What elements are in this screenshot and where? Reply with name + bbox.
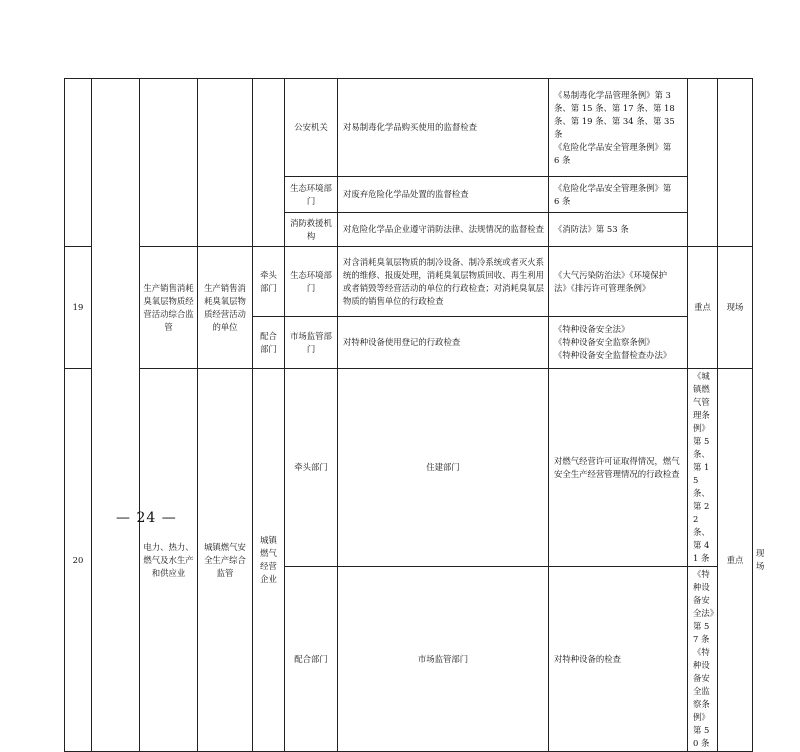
level-cell — [688, 79, 718, 247]
department-cell: 公安机关 — [285, 79, 338, 177]
item-cell: 城镇燃气安全生产综合监管 — [198, 369, 253, 752]
row-number — [65, 79, 92, 247]
row-number: 19 — [65, 247, 92, 369]
role-cell: 配合部门 — [253, 317, 285, 369]
table-row — [65, 79, 753, 177]
basis-cell: 《危险化学品安全管理条例》第 6 条 — [549, 177, 688, 213]
object-cell: 城镇燃气经营企业 — [253, 369, 285, 752]
content-cell: 对含消耗臭氧层物质的制冷设备、制冷系统或者灭火系统的维修、报废处理，消耗臭氧层物质回收、再生利用或者销毁等经营活动的单位的行政检查；对消耗臭氧层物质的销售单位的行政检查 — [338, 247, 549, 317]
department-cell: 市场监管部门 — [338, 567, 549, 752]
department-cell: 住建部门 — [338, 369, 549, 567]
basis-cell: 《特种设备安全法》 《特种设备安全监察条例》 《特种设备安全监督检查办法》 — [549, 317, 688, 369]
content-cell: 对废弃危险化学品处置的监督检查 — [338, 177, 549, 213]
object-cell — [198, 79, 253, 247]
table-row — [65, 247, 753, 317]
regulation-table — [64, 78, 765, 752]
method-cell: 现场 — [718, 247, 753, 369]
object-cell: 生产销售消耗臭氧层物质经营活动的单位 — [198, 247, 253, 369]
industry-cell: 电力、热力、燃气及水生产和供应业 — [140, 369, 198, 752]
role-cell: 牵头部门 — [285, 369, 338, 567]
basis-cell: 《城镇燃气管理条例》第 5 条、 第 15 条、第 22 条、第 41 条 — [688, 369, 718, 567]
content-cell: 对燃气经营许可证取得情况，燃气安全生产经营管理情况的行政检查 — [549, 369, 688, 567]
department-cell: 市场监管部门 — [285, 317, 338, 369]
content-cell: 对易制毒化学品购买使用的监督检查 — [338, 79, 549, 177]
table-row: 20 电力、热力、燃气及水生产和供应业 城镇燃气安全生产综合监管 城镇燃气经营企业 牵头部门 住建部门 对燃气经营许可证取得情况，燃气安全生产经营管理情况的行政检查 《城镇燃气管理条例》第 5 条、 第 15 条、第 22 条、第 41 条 重点 现场 — [65, 369, 753, 567]
basis-cell: 《大气污染防治法》《环境保护 法》《排污许可管理条例》 — [549, 247, 688, 317]
basis-cell: 《特种设备安全法》第 57 条 《特种设备安全监察条例》第 50 条 — [688, 567, 718, 752]
method-cell — [718, 79, 753, 247]
item-cell: 生产销售消耗臭氧层物质经营活动综合监管 — [140, 247, 198, 369]
basis-cell: 《消防法》第 53 条 — [549, 213, 688, 247]
basis-cell: 《易制毒化学品管理条例》第 3 条、第 15 条、第 17 条、第 18 条、第 19 条、第 34 条、第 35 条 《危险化学品安全管理条例》第 6 条 — [549, 79, 688, 177]
item-cell — [140, 79, 198, 247]
department-cell: 消防救援机构 — [285, 213, 338, 247]
page-number: — 24 — — [116, 510, 177, 526]
industry-cell — [92, 79, 140, 752]
role-cell: 配合部门 — [285, 567, 338, 752]
content-cell: 对特种设备的检查 — [549, 567, 688, 752]
department-cell: 生态环境部门 — [285, 247, 338, 317]
level-cell: 重点 — [718, 369, 753, 752]
role-cell: 牵头部门 — [253, 247, 285, 317]
level-cell: 重点 — [688, 247, 718, 369]
row-number: 20 — [65, 369, 92, 752]
content-cell: 对危险化学品企业遵守消防法律、法规情况的监督检查 — [338, 213, 549, 247]
department-cell: 生态环境部门 — [285, 177, 338, 213]
role-cell — [253, 79, 285, 247]
content-cell: 对特种设备使用登记的行政检查 — [338, 317, 549, 369]
